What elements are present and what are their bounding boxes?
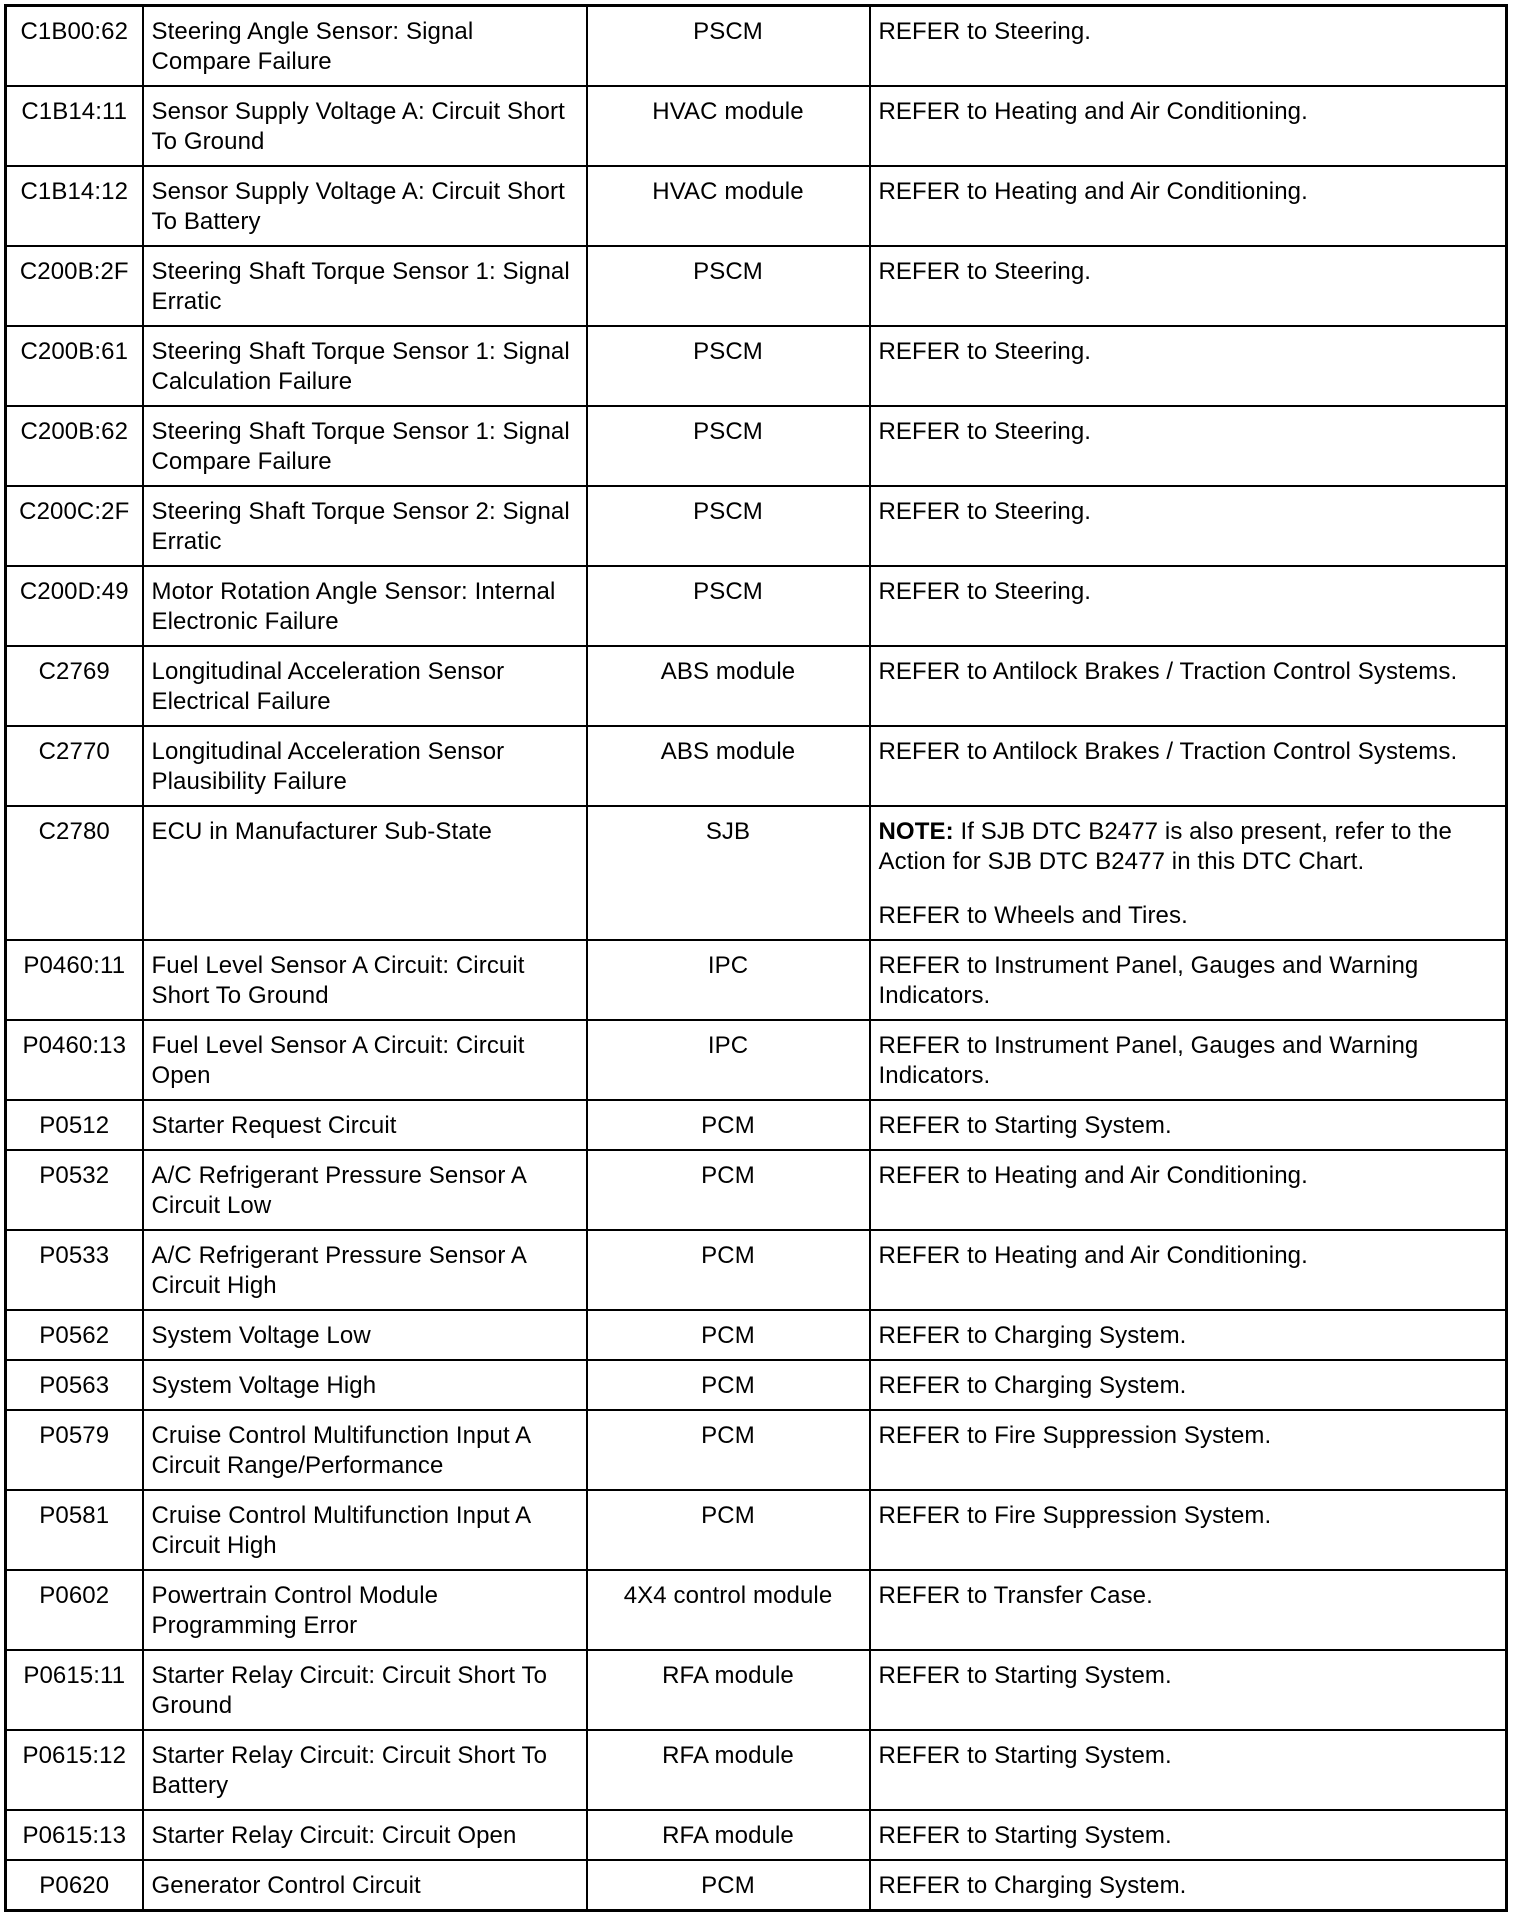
dtc-code-cell: C1B14:11: [6, 86, 143, 166]
dtc-code-cell: C200D:49: [6, 566, 143, 646]
dtc-description-cell: Starter Relay Circuit: Circuit Short To Ground: [143, 1650, 587, 1730]
dtc-action-cell: REFER to Starting System.: [870, 1100, 1507, 1150]
action-text: REFER to Wheels and Tires.: [878, 902, 1188, 929]
dtc-action-cell: REFER to Transfer Case.: [870, 1570, 1507, 1650]
dtc-module-cell: PCM: [587, 1310, 870, 1360]
table-row: [6, 940, 1507, 1020]
dtc-action-cell: REFER to Antilock Brakes / Traction Control Systems.: [870, 726, 1507, 806]
dtc-code-cell: P0602: [6, 1570, 143, 1650]
dtc-action-cell: REFER to Instrument Panel, Gauges and Warning Indicators.: [870, 1020, 1507, 1100]
dtc-action-cell: REFER to Instrument Panel, Gauges and Warning Indicators.: [870, 940, 1507, 1020]
dtc-description-cell: A/C Refrigerant Pressure Sensor A Circuit Low: [143, 1150, 587, 1230]
dtc-code-cell: P0532: [6, 1150, 143, 1230]
table-row: [6, 1650, 1507, 1730]
dtc-module-cell: PCM: [587, 1100, 870, 1150]
dtc-description-cell: Fuel Level Sensor A Circuit: Circuit Short To Ground: [143, 940, 587, 1020]
table-row: [6, 86, 1507, 166]
dtc-description-cell: Steering Angle Sensor: Signal Compare Failure: [143, 6, 587, 87]
dtc-action-cell: REFER to Heating and Air Conditioning.: [870, 1150, 1507, 1230]
table-row: [6, 1410, 1507, 1490]
dtc-module-cell: IPC: [587, 1020, 870, 1100]
table-row: [6, 1150, 1507, 1230]
dtc-module-cell: SJB: [587, 806, 870, 940]
dtc-description-cell: A/C Refrigerant Pressure Sensor A Circuit High: [143, 1230, 587, 1310]
dtc-code-cell: P0579: [6, 1410, 143, 1490]
dtc-description-cell: Longitudinal Acceleration Sensor Plausibility Failure: [143, 726, 587, 806]
dtc-action-cell: REFER to Steering.: [870, 326, 1507, 406]
dtc-code-cell: P0620: [6, 1860, 143, 1911]
dtc-description-cell: Steering Shaft Torque Sensor 1: Signal Erratic: [143, 246, 587, 326]
dtc-code-cell: P0533: [6, 1230, 143, 1310]
dtc-description-cell: Motor Rotation Angle Sensor: Internal Electronic Failure: [143, 566, 587, 646]
dtc-module-cell: PCM: [587, 1150, 870, 1230]
table-row: [6, 166, 1507, 246]
dtc-action-cell: REFER to Steering.: [870, 246, 1507, 326]
dtc-description-cell: Sensor Supply Voltage A: Circuit Short To Ground: [143, 86, 587, 166]
dtc-module-cell: PSCM: [587, 246, 870, 326]
dtc-table: [4, 4, 1508, 1912]
dtc-code-cell: C200B:61: [6, 326, 143, 406]
dtc-module-cell: PSCM: [587, 6, 870, 87]
table-row: [6, 1570, 1507, 1650]
dtc-action-cell: REFER to Starting System.: [870, 1730, 1507, 1810]
dtc-description-cell: Starter Relay Circuit: Circuit Short To Battery: [143, 1730, 587, 1810]
dtc-module-cell: PCM: [587, 1410, 870, 1490]
dtc-code-cell: P0615:13: [6, 1810, 143, 1860]
dtc-module-cell: RFA module: [587, 1650, 870, 1730]
dtc-description-cell: Starter Relay Circuit: Circuit Open: [143, 1810, 587, 1860]
dtc-description-cell: Steering Shaft Torque Sensor 1: Signal Calculation Failure: [143, 326, 587, 406]
table-row: [6, 1730, 1507, 1810]
dtc-action-cell: REFER to Starting System.: [870, 1650, 1507, 1730]
dtc-description-cell: Fuel Level Sensor A Circuit: Circuit Open: [143, 1020, 587, 1100]
table-row: [6, 646, 1507, 726]
dtc-description-cell: Sensor Supply Voltage A: Circuit Short To Battery: [143, 166, 587, 246]
dtc-code-cell: P0460:11: [6, 940, 143, 1020]
dtc-module-cell: PCM: [587, 1360, 870, 1410]
dtc-code-cell: P0615:12: [6, 1730, 143, 1810]
dtc-module-cell: PCM: [587, 1860, 870, 1911]
table-row: [6, 1230, 1507, 1310]
dtc-action-cell: REFER to Heating and Air Conditioning.: [870, 166, 1507, 246]
dtc-description-cell: ECU in Manufacturer Sub-State: [143, 806, 587, 940]
dtc-code-cell: C200B:2F: [6, 246, 143, 326]
table-row: [6, 406, 1507, 486]
dtc-module-cell: RFA module: [587, 1730, 870, 1810]
dtc-description-cell: System Voltage High: [143, 1360, 587, 1410]
dtc-module-cell: HVAC module: [587, 166, 870, 246]
dtc-description-cell: System Voltage Low: [143, 1310, 587, 1360]
dtc-action-cell: [870, 806, 1507, 940]
dtc-description-cell: Steering Shaft Torque Sensor 2: Signal Erratic: [143, 486, 587, 566]
dtc-code-cell: C1B14:12: [6, 166, 143, 246]
dtc-code-cell: C2770: [6, 726, 143, 806]
dtc-description-cell: Steering Shaft Torque Sensor 1: Signal Compare Failure: [143, 406, 587, 486]
dtc-action-cell: REFER to Steering.: [870, 566, 1507, 646]
dtc-module-cell: PSCM: [587, 486, 870, 566]
dtc-module-cell: ABS module: [587, 726, 870, 806]
dtc-table-body: [6, 6, 1507, 1911]
table-row: [6, 806, 1507, 940]
table-row: [6, 566, 1507, 646]
dtc-module-cell: PSCM: [587, 326, 870, 406]
table-row: [6, 1860, 1507, 1911]
dtc-description-cell: Cruise Control Multifunction Input A Circuit Range/Performance: [143, 1410, 587, 1490]
table-row: [6, 6, 1507, 87]
dtc-action-cell: REFER to Fire Suppression System.: [870, 1410, 1507, 1490]
dtc-code-cell: C2780: [6, 806, 143, 940]
table-row: [6, 326, 1507, 406]
dtc-description-cell: Cruise Control Multifunction Input A Circuit High: [143, 1490, 587, 1570]
dtc-module-cell: 4X4 control module: [587, 1570, 870, 1650]
dtc-code-cell: P0512: [6, 1100, 143, 1150]
dtc-action-cell: REFER to Steering.: [870, 406, 1507, 486]
table-row: [6, 1310, 1507, 1360]
dtc-code-cell: C200B:62: [6, 406, 143, 486]
dtc-description-cell: Powertrain Control Module Programming Error: [143, 1570, 587, 1650]
dtc-action-cell: REFER to Starting System.: [870, 1810, 1507, 1860]
dtc-code-cell: C1B00:62: [6, 6, 143, 87]
dtc-code-cell: P0460:13: [6, 1020, 143, 1100]
table-row: [6, 726, 1507, 806]
table-row: [6, 1100, 1507, 1150]
dtc-description-cell: Starter Request Circuit: [143, 1100, 587, 1150]
note-label: NOTE:: [878, 818, 954, 845]
dtc-action-cell: REFER to Charging System.: [870, 1310, 1507, 1360]
table-row: [6, 1490, 1507, 1570]
dtc-module-cell: IPC: [587, 940, 870, 1020]
dtc-code-cell: P0563: [6, 1360, 143, 1410]
dtc-code-cell: P0562: [6, 1310, 143, 1360]
table-row: [6, 1810, 1507, 1860]
table-row: [6, 486, 1507, 566]
dtc-action-cell: REFER to Charging System.: [870, 1860, 1507, 1911]
dtc-description-cell: Longitudinal Acceleration Sensor Electrical Failure: [143, 646, 587, 726]
dtc-code-cell: C2769: [6, 646, 143, 726]
dtc-code-cell: P0615:11: [6, 1650, 143, 1730]
dtc-code-cell: C200C:2F: [6, 486, 143, 566]
dtc-action-cell: REFER to Charging System.: [870, 1360, 1507, 1410]
dtc-action-cell: REFER to Heating and Air Conditioning.: [870, 1230, 1507, 1310]
dtc-action-cell: REFER to Steering.: [870, 486, 1507, 566]
paragraph-gap: [879, 877, 1498, 901]
dtc-action-cell: REFER to Steering.: [870, 6, 1507, 87]
note-text: If SJB DTC B2477 is also present, refer to the Action for SJB DTC B2477 in this DTC Chart.: [878, 818, 1452, 875]
dtc-module-cell: PSCM: [587, 566, 870, 646]
dtc-action-cell: REFER to Antilock Brakes / Traction Control Systems.: [870, 646, 1507, 726]
dtc-action-cell: REFER to Fire Suppression System.: [870, 1490, 1507, 1570]
dtc-module-cell: RFA module: [587, 1810, 870, 1860]
dtc-action-cell: REFER to Heating and Air Conditioning.: [870, 86, 1507, 166]
dtc-module-cell: PCM: [587, 1490, 870, 1570]
dtc-code-cell: P0581: [6, 1490, 143, 1570]
dtc-module-cell: HVAC module: [587, 86, 870, 166]
dtc-module-cell: PCM: [587, 1230, 870, 1310]
table-row: [6, 1360, 1507, 1410]
dtc-module-cell: PSCM: [587, 406, 870, 486]
dtc-description-cell: Generator Control Circuit: [143, 1860, 587, 1911]
dtc-module-cell: ABS module: [587, 646, 870, 726]
table-row: [6, 1020, 1507, 1100]
table-row: [6, 246, 1507, 326]
